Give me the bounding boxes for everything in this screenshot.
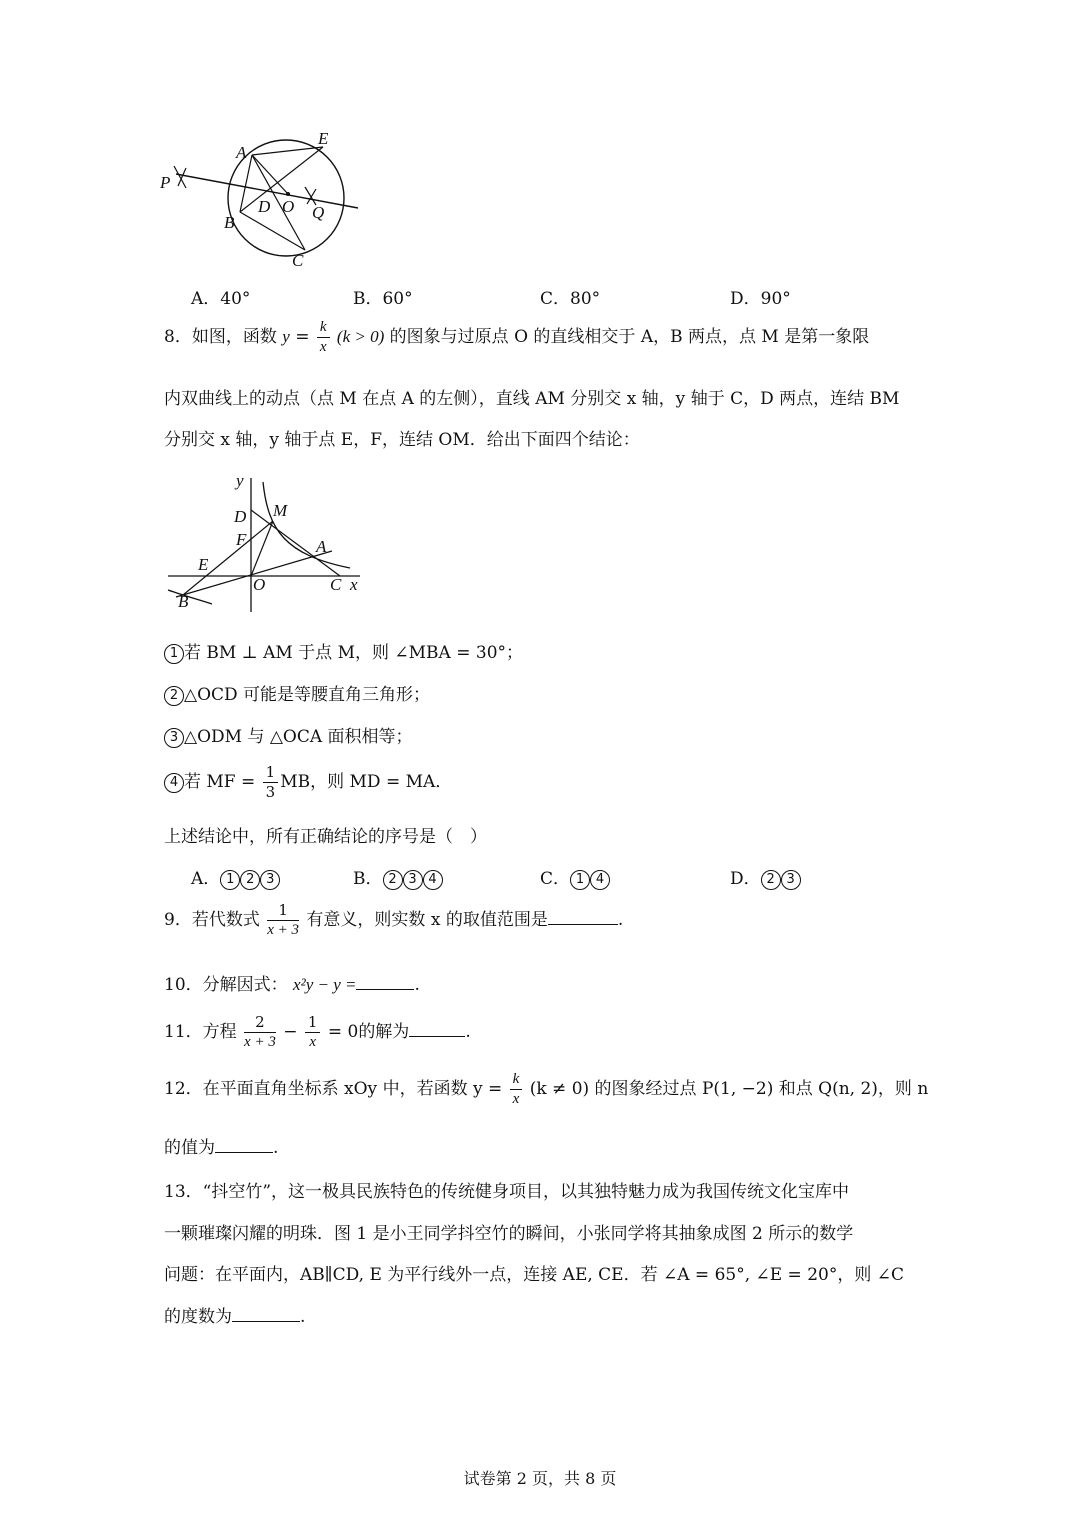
q8-s3-number: 3: [164, 728, 184, 748]
q13-line4-text: 的度数为: [164, 1307, 232, 1327]
q8-line1: [164, 320, 869, 355]
q8-s4-fraction: $\frac{1}{3}$: [263, 765, 279, 800]
fig8-hyperbola-q3: [168, 590, 212, 604]
q12-post: (k ≠ 0) 的图象经过点 P(1, −2) 和点 Q(n, 2)，则 n: [529, 1079, 929, 1099]
q13-end: .: [300, 1307, 306, 1327]
question-11: [164, 1015, 471, 1050]
q9-end: .: [617, 910, 624, 930]
fig8-label-y: y: [236, 471, 244, 490]
q9-pre: 9．若代数式: [164, 910, 260, 930]
fig8-label-o: O: [253, 575, 266, 594]
q8-line3: 分别交 x 轴，y 轴于点 E，F，连结 OM．给出下面四个结论：: [164, 430, 640, 450]
fig8-label-f: F: [236, 530, 247, 549]
q8-statement-4: [164, 765, 452, 800]
q9-fraction: $\frac{1}{x + 3}$: [267, 901, 300, 938]
q8-s4-pre: 若 MF =: [184, 772, 256, 792]
fig7-mark-p2: [178, 168, 186, 186]
q8-line2: 内双曲线上的动点（点 M 在点 A 的左侧），直线 AM 分别交 x 轴，y 轴于 C，D 两点，连结 BM: [164, 389, 900, 409]
q8-statement-2: [164, 680, 430, 706]
fig7-label-d: D: [258, 197, 271, 216]
q8-option-d: D． 2 3: [730, 864, 801, 890]
q10-answer-blank[interactable]: [356, 988, 414, 990]
fig8-label-e: E: [198, 555, 209, 574]
fig7-seg-bc: [240, 212, 305, 250]
q8-func-fraction: $\frac{k}{x}$: [317, 320, 330, 355]
q8-intro: 如图，函数: [191, 327, 277, 347]
fig7-seg-ae: [252, 147, 323, 155]
q8-s3-text: △ODM 与 △OCA 面积相等；: [184, 727, 413, 747]
fig8-label-x: x: [350, 575, 358, 594]
q12-fraction: $\frac{k}{x}$: [510, 1072, 523, 1107]
q11-eq: = 0: [327, 1022, 359, 1042]
q8-line1-rest: 的图象与过原点 O 的直线相交于 A，B 两点，点 M 是第一象限: [389, 327, 870, 347]
q11-pre: 11．方程: [164, 1022, 237, 1042]
q8-s4-number: 4: [164, 773, 184, 793]
q12-line2-text: 的值为: [164, 1138, 215, 1158]
q13-line1: 13．“抖空竹”，这一极具民族特色的传统健身项目，以其独特魅力成为我国传统文化宝库中: [164, 1182, 850, 1202]
q8-s2-number: 2: [164, 686, 184, 706]
q8-func-cond: (k > 0): [336, 327, 385, 346]
fig7-label-b: B: [224, 213, 235, 232]
q13-line4: [164, 1302, 305, 1327]
fig7-label-e: E: [318, 129, 329, 148]
fig8-label-m: M: [273, 501, 288, 520]
fig8-hyperbola-q1: [263, 482, 350, 568]
q13-answer-blank[interactable]: [232, 1320, 300, 1322]
q11-end: .: [465, 1022, 471, 1042]
q9-answer-blank[interactable]: [548, 923, 618, 925]
q10-pre: 10．分解因式：: [164, 975, 288, 995]
q7-option-c: C．80°: [540, 289, 601, 309]
fig8-line-om: [251, 521, 273, 576]
question-12: [164, 1072, 928, 1107]
fig8-label-a: A: [316, 537, 327, 556]
fig7-label-q: Q: [312, 203, 325, 222]
q9-post: 有意义，则实数 x 的取值范围是: [306, 910, 548, 930]
fig7-label-o: O: [282, 197, 295, 216]
question-9: [164, 903, 623, 938]
fig7-point-o: [286, 192, 290, 196]
fig8-label-d: D: [234, 507, 247, 526]
q7-option-b: B．60°: [353, 289, 413, 309]
fig7-label-p: P: [160, 173, 171, 192]
q7-option-d: D．90°: [730, 289, 791, 309]
q8-func-eq: =: [295, 327, 310, 347]
q8-option-c: C． 1 4: [540, 864, 610, 890]
q12-line2: [164, 1133, 278, 1158]
q12-answer-blank[interactable]: [215, 1151, 273, 1153]
q8-s1-text: 若 BM ⊥ AM 于点 M，则 ∠MBA = 30°；: [184, 643, 524, 663]
q8-option-a: A． 1 2 3: [191, 864, 280, 890]
fig7-label-c: C: [292, 251, 304, 270]
q8-statement-3: [164, 722, 413, 748]
page-footer: 试卷第 2 页，共 8 页: [463, 1469, 617, 1488]
q11-answer-blank[interactable]: [409, 1035, 465, 1037]
fig8-label-c: C: [330, 575, 342, 594]
q8-number: 8．: [164, 327, 192, 347]
q11-fraction-1: $\frac{2}{x + 3}$: [244, 1013, 276, 1050]
q11-minus: −: [283, 1022, 298, 1042]
fig7-mark-p1: [174, 166, 186, 188]
q11-post: 的解为: [358, 1022, 410, 1042]
q8-option-b: B． 2 3 4: [353, 864, 443, 890]
q8-s1-number: 1: [164, 644, 184, 664]
q8-question: 上述结论中，所有正确结论的序号是（ ）: [164, 827, 487, 847]
q13-line3: 问题：在平面内，AB∥CD, E 为平行线外一点，连接 AE, CE．若 ∠A = 65°, ∠E = 20°，则 ∠C: [164, 1265, 904, 1285]
fig7-label-a: A: [236, 143, 247, 162]
q12-end: .: [273, 1138, 279, 1158]
figure-q7: [150, 120, 380, 280]
q8-s2-text: △OCD 可能是等腰直角三角形；: [184, 685, 431, 705]
q12-pre: 12．在平面直角坐标系 xOy 中，若函数 y =: [164, 1079, 503, 1099]
q8-statement-1: [164, 638, 523, 664]
fig8-label-b: B: [178, 592, 189, 611]
question-10: [164, 970, 420, 995]
q11-fraction-2: $\frac{1}{x}$: [305, 1015, 321, 1050]
q13-line2: 一颗璀璨闪耀的明珠．图 1 是小王同学抖空竹的瞬间，小张同学将其抽象成图 2 所示的数学: [164, 1224, 854, 1244]
q10-expr: x²y − y =: [293, 975, 357, 994]
figure-q8: [160, 470, 370, 620]
q10-end: .: [414, 975, 420, 995]
q8-func-y: y: [282, 327, 290, 346]
q8-s4-post: MB，则 MD = MA．: [280, 772, 453, 792]
q7-option-a: A．40°: [191, 289, 251, 309]
